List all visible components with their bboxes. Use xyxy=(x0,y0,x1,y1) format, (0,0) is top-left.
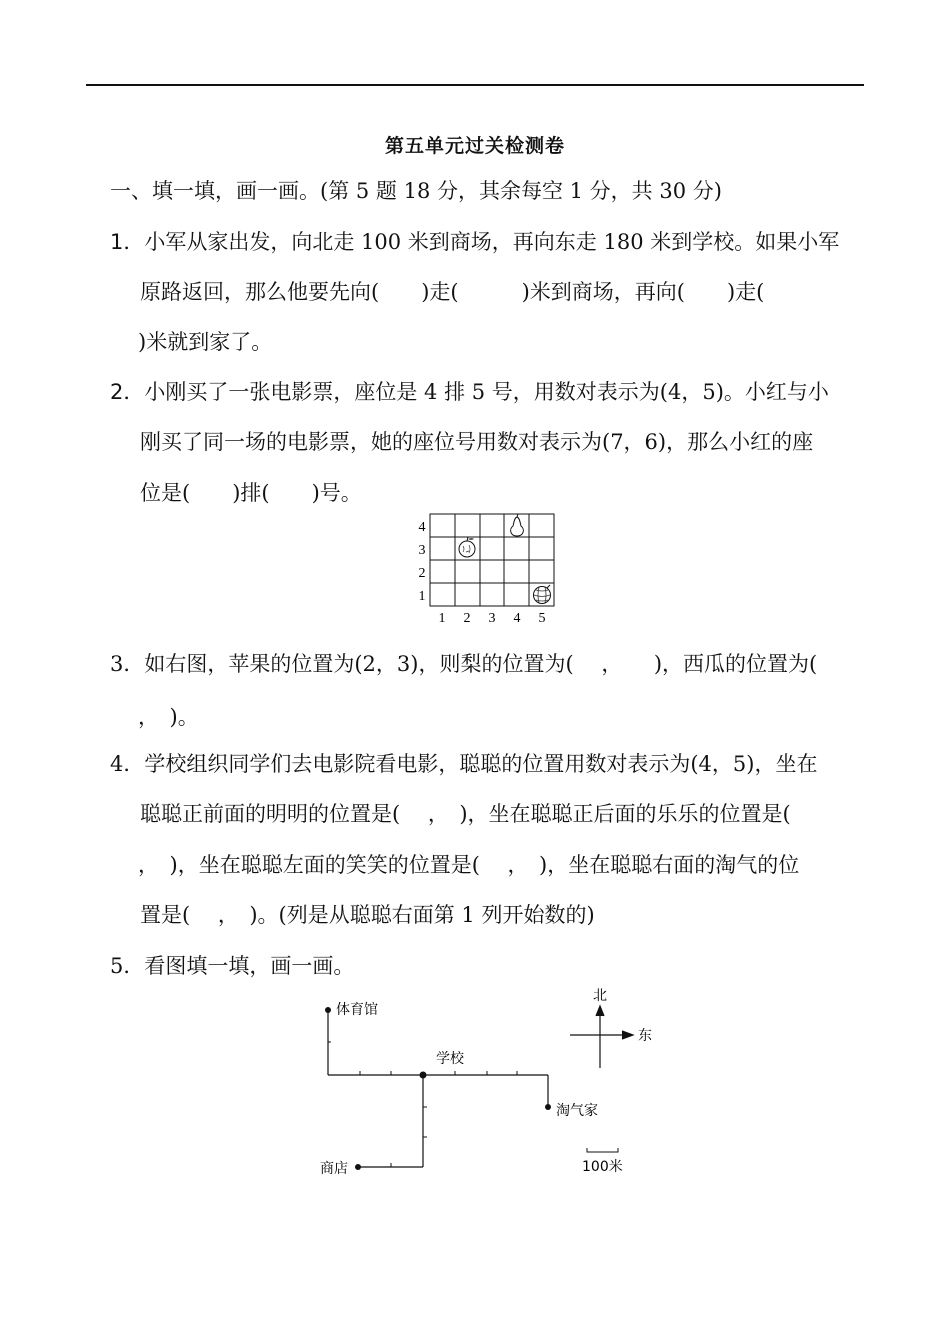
shop-point xyxy=(355,1164,361,1170)
taoqi-home-point xyxy=(545,1104,551,1110)
row-label: 3 xyxy=(418,543,426,558)
apple-icon xyxy=(459,537,475,557)
question-1-line-3: )米就到家了。 xyxy=(138,330,273,354)
col-label: 4 xyxy=(513,611,521,626)
row-label: 4 xyxy=(418,520,426,535)
scale-label: 100米 xyxy=(582,1159,623,1175)
question-5-line-1: 5．看图填一填，画一画。 xyxy=(110,954,355,978)
pear-icon xyxy=(511,514,524,536)
question-2-number: 2 xyxy=(110,380,124,404)
row-label: 2 xyxy=(418,566,426,581)
question-4-line-2: 聪聪正前面的明明的位置是( ， )，坐在聪聪正后面的乐乐的位置是( xyxy=(140,802,791,826)
compass xyxy=(570,1006,633,1068)
route-lines xyxy=(328,1010,548,1167)
question-4-line-3: ， )，坐在聪聪左面的笑笑的位置是( ， )，坐在聪聪右面的淘气的位 xyxy=(138,853,800,877)
shop-label: 商店 xyxy=(320,1161,348,1177)
page-title: 第五单元过关检测卷 xyxy=(384,135,565,157)
scale-bar xyxy=(587,1148,618,1152)
school-label: 学校 xyxy=(436,1051,464,1067)
question-1-line-2: 原路返回，那么他要先向( )走( )米到商场，再向( )走( xyxy=(140,280,765,304)
gym-point xyxy=(325,1007,331,1013)
taoqi-home-label: 淘气家 xyxy=(556,1103,598,1119)
fruit-position-grid xyxy=(410,508,570,630)
top-rule xyxy=(86,84,864,86)
question-3-line-1: 3．如右图，苹果的位置为(2，3)，则梨的位置为( ， )，西瓜的位置为( xyxy=(110,652,818,676)
question-4-line-1: 4．学校组织同学们去电影院看电影，聪聪的位置用数对表示为(4，5)，坐在 xyxy=(110,752,818,776)
north-label: 北 xyxy=(593,988,607,1004)
gym-label: 体育馆 xyxy=(336,1002,378,1018)
question-3-line-2: ， )。 xyxy=(138,705,199,729)
school-point xyxy=(420,1072,427,1079)
col-label: 2 xyxy=(463,611,471,626)
watermelon-icon xyxy=(534,585,551,604)
col-label: 5 xyxy=(538,611,546,626)
route-map xyxy=(300,980,680,1190)
question-4-line-4: 置是( ， )。(列是从聪聪右面第 1 列开始数的) xyxy=(140,903,595,927)
question-2-line-2: 刚买了同一场的电影票，她的座位号用数对表示为(7，6)，那么小红的座 xyxy=(140,430,814,454)
question-1-line-1: 1．小军从家出发，向北走 100 米到商场，再向东走 180 米到学校。如果小军 xyxy=(110,230,840,254)
row-label: 1 xyxy=(418,589,426,604)
question-1-number: 1 xyxy=(110,230,124,254)
question-2-line-1: 2．小刚买了一张电影票，座位是 4 排 5 号，用数对表示为(4，5)。小红与小 xyxy=(110,380,829,404)
col-label: 3 xyxy=(488,611,496,626)
col-label: 1 xyxy=(438,611,446,626)
east-label: 东 xyxy=(638,1028,652,1044)
question-2-line-3: 位是( )排( )号。 xyxy=(140,481,362,505)
section-1-heading: 一、填一填，画一画。(第 5 题 18 分，其余每空 1 分，共 30 分) xyxy=(110,179,722,203)
